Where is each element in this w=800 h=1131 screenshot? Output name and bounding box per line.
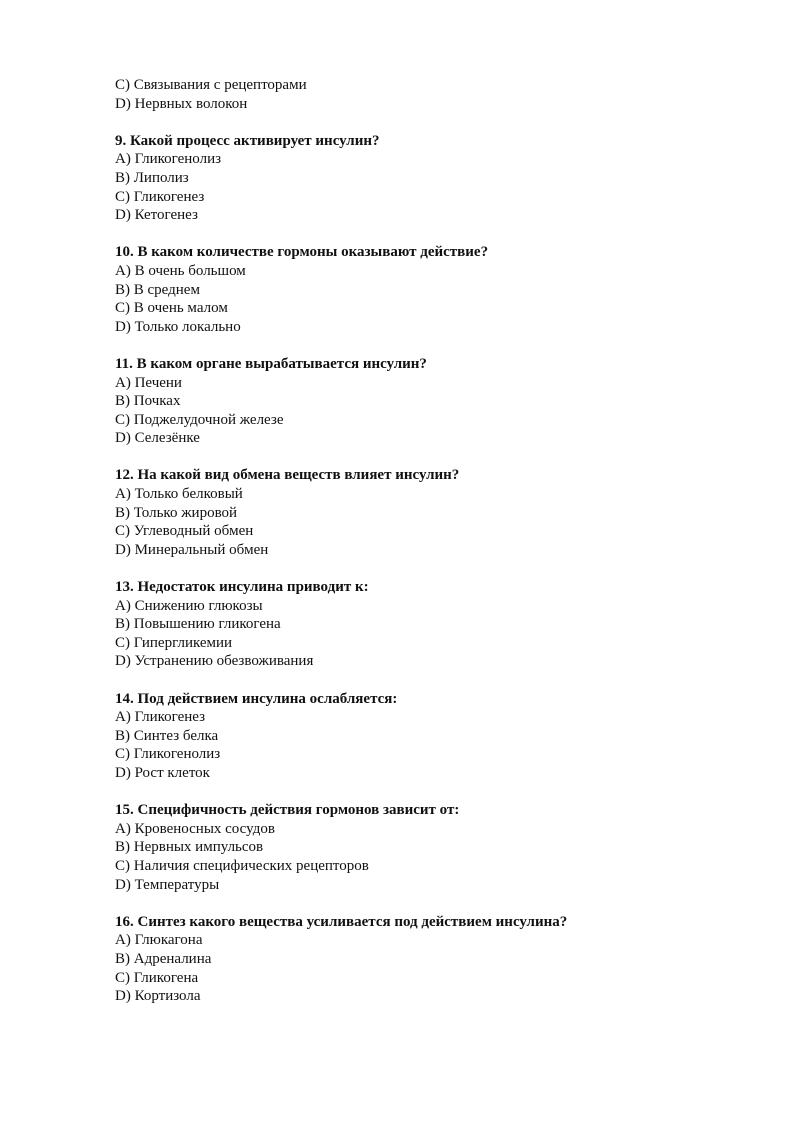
answer-option: C) Гликогенолиз bbox=[115, 746, 221, 763]
question-text: 13. Недостаток инсулина приводит к: bbox=[115, 579, 369, 596]
answer-option: A) Только белковый bbox=[115, 486, 243, 503]
answer-option: B) Липолиз bbox=[115, 169, 189, 186]
document-page bbox=[115, 76, 755, 1006]
answer-option: D) Кортизола bbox=[115, 988, 201, 1005]
answer-option: D) Рост клеток bbox=[115, 764, 210, 781]
question-block-10 bbox=[115, 243, 755, 336]
block-spacer bbox=[115, 671, 755, 690]
block-spacer bbox=[115, 783, 755, 802]
question-text: 10. В каком количестве гормоны оказывают действие? bbox=[115, 244, 489, 261]
answer-option: D) Нервных волокон bbox=[115, 95, 248, 112]
answer-option: C) В очень малом bbox=[115, 300, 228, 317]
question-block-9 bbox=[115, 132, 755, 225]
answer-option: C) Гликогена bbox=[115, 969, 199, 986]
answer-option: C) Наличия специфических рецепторов bbox=[115, 857, 369, 874]
question-block-12 bbox=[115, 466, 755, 559]
block-spacer bbox=[115, 113, 755, 132]
answer-option: A) Гликогенез bbox=[115, 709, 206, 726]
answer-option: C) Углеводный обмен bbox=[115, 523, 254, 540]
question-block-14 bbox=[115, 690, 755, 783]
answer-option: D) Температуры bbox=[115, 876, 220, 893]
answer-option: C) Связывания с рецепторами bbox=[115, 77, 307, 93]
answer-option: D) Селезёнке bbox=[115, 430, 200, 447]
answer-option: D) Только локально bbox=[115, 318, 241, 335]
block-spacer bbox=[115, 894, 755, 913]
answer-option: A) Глюкагона bbox=[115, 932, 203, 949]
question-text: 16. Синтез какого вещества усиливается под действием инсулина? bbox=[115, 913, 568, 930]
answer-option: A) Печени bbox=[115, 374, 182, 391]
block-spacer bbox=[115, 559, 755, 578]
question-block-16 bbox=[115, 913, 755, 1006]
answer-option: C) Гликогенез bbox=[115, 188, 205, 205]
question-block-13 bbox=[115, 578, 755, 671]
answer-option: A) Гликогенолиз bbox=[115, 151, 222, 168]
answer-option: D) Минеральный обмен bbox=[115, 541, 269, 558]
answer-option: B) Повышению гликогена bbox=[115, 616, 281, 633]
answer-option: B) Только жировой bbox=[115, 504, 238, 521]
answer-option: D) Устранению обезвоживания bbox=[115, 653, 314, 670]
answer-option: B) Почках bbox=[115, 393, 181, 410]
question-text: 12. На какой вид обмена веществ влияет инсулин? bbox=[115, 467, 460, 484]
answer-option: A) Снижению глюкозы bbox=[115, 597, 263, 614]
answer-option: B) Адреналина bbox=[115, 950, 212, 967]
question-text: 15. Специфичность действия гормонов зависит от: bbox=[115, 802, 460, 819]
answer-option: C) Поджелудочной железе bbox=[115, 411, 284, 428]
answer-option: A) В очень большом bbox=[115, 262, 246, 279]
block-spacer bbox=[115, 225, 755, 244]
block-spacer bbox=[115, 336, 755, 355]
answer-option: D) Кетогенез bbox=[115, 207, 198, 224]
answer-option: B) В среднем bbox=[115, 281, 200, 298]
answer-option: B) Нервных импульсов bbox=[115, 839, 264, 856]
question-block-11 bbox=[115, 355, 755, 448]
question-block-15 bbox=[115, 801, 755, 894]
answer-option: C) Гипергликемии bbox=[115, 634, 233, 651]
answer-option: B) Синтез белка bbox=[115, 727, 219, 744]
question-text: 14. Под действием инсулина ослабляется: bbox=[115, 690, 398, 707]
block-spacer bbox=[115, 448, 755, 467]
question-block-8-tail bbox=[115, 76, 755, 113]
answer-option: A) Кровеносных сосудов bbox=[115, 820, 275, 837]
question-text: 11. В каком органе вырабатывается инсулин? bbox=[115, 355, 427, 372]
question-text: 9. Какой процесс активирует инсулин? bbox=[115, 132, 380, 149]
